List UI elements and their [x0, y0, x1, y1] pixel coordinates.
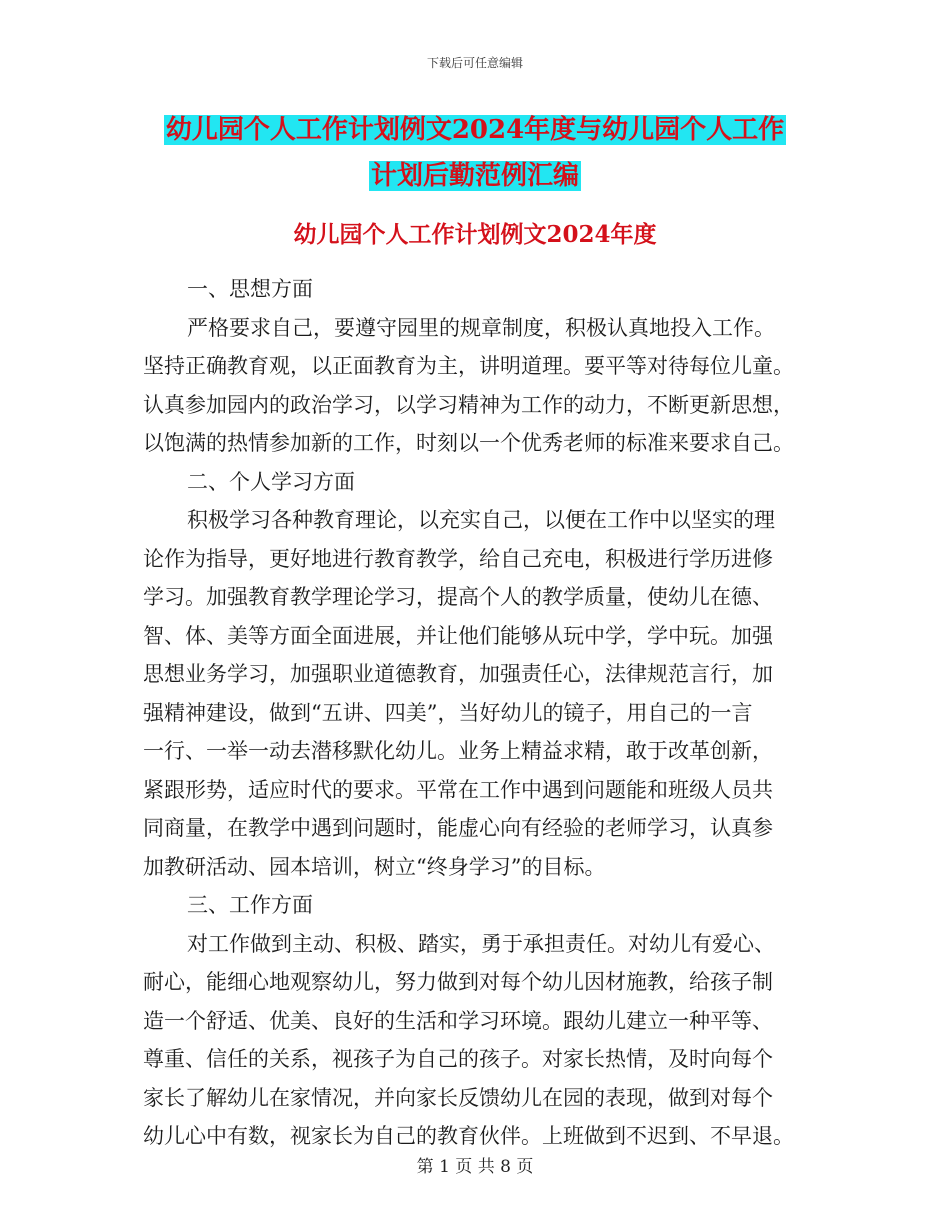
- section-heading-work: 三、工作方面: [187, 893, 313, 917]
- paragraph-line: 造一个舒适、优美、良好的生活和学习环境。跟幼儿建立一种平等、: [143, 1008, 773, 1033]
- paragraph-line: 认真参加园内的政治学习，以学习精神为工作的动力，不断更新思想，: [143, 392, 794, 417]
- paragraph-line: 家长了解幼儿在家情况，并向家长反馈幼儿在园的表现，做到对每个: [143, 1085, 773, 1110]
- paragraph-line: 幼儿心中有数，视家长为自己的教育伙伴。上班做到不迟到、不早退。: [143, 1124, 794, 1148]
- section-heading-thought: 一、思想方面: [187, 277, 313, 301]
- paragraph-line: 强精神建设，做到“五讲、四美”，当好幼儿的镜子，用自己的一言: [143, 700, 753, 725]
- paragraph-line: 坚持正确教育观，以正面教育为主，讲明道理。要平等对待每位儿童。: [143, 354, 794, 378]
- section-heading-study: 二、个人学习方面: [187, 469, 355, 494]
- paragraph-line: 同商量，在教学中遇到问题时，能虚心向有经验的老师学习，认真参: [143, 816, 773, 840]
- document-title-line-1: [0, 108, 950, 152]
- title-highlight: 计划后勤范例汇编: [370, 161, 579, 191]
- paragraph-line: 智、体、美等方面全面进展，并让他们能够从玩中学，学中玩。加强: [143, 623, 773, 648]
- section-title: 幼儿园个人工作计划例文2024年度: [293, 221, 657, 248]
- paragraph-line: 学习。加强教育教学理论学习，提高个人的教学质量，使幼儿在德、: [143, 585, 773, 609]
- page-number-footer: 第 1 页 共 8 页: [416, 1157, 534, 1177]
- paragraph-line: 加教研活动、园本培训，树立“终身学习”的目标。: [143, 854, 606, 879]
- document-title-line-2: [0, 154, 950, 198]
- title-highlight: 幼儿园个人工作计划例文2024年度与幼儿园个人工作: [165, 115, 785, 145]
- paragraph-line: 耐心，能细心地观察幼儿，努力做到对每个幼儿因材施教，给孩子制: [143, 970, 773, 994]
- paragraph-line: 尊重、信任的关系，视孩子为自己的孩子。对家长热情，及时向每个: [143, 1047, 773, 1071]
- paragraph-line: 以饱满的热情参加新的工作，时刻以一个优秀老师的标准来要求自己。: [143, 431, 794, 455]
- paragraph-line: 一行、一举一动去潜移默化幼儿。业务上精益求精，敢于改革创新，: [143, 739, 773, 763]
- paragraph-line: 思想业务学习，加强职业道德教育，加强责任心，法律规范言行，加: [143, 662, 773, 686]
- paragraph-line: 严格要求自己，要遵守园里的规章制度，积极认真地投入工作。: [187, 315, 775, 340]
- paragraph-line: 论作为指导，更好地进行教育教学，给自己充电，积极进行学历进修: [143, 546, 773, 571]
- document-body: [143, 270, 808, 1156]
- paragraph-line: 紧跟形势，适应时代的要求。平常在工作中遇到问题能和班级人员共: [143, 777, 773, 802]
- page-header-note: 下载后可任意编辑: [426, 56, 523, 70]
- paragraph-line: 对工作做到主动、积极、踏实，勇于承担责任。对幼儿有爱心、: [187, 931, 775, 956]
- paragraph-line: 积极学习各种教育理论，以充实自己，以便在工作中以坚实的理: [187, 508, 775, 532]
